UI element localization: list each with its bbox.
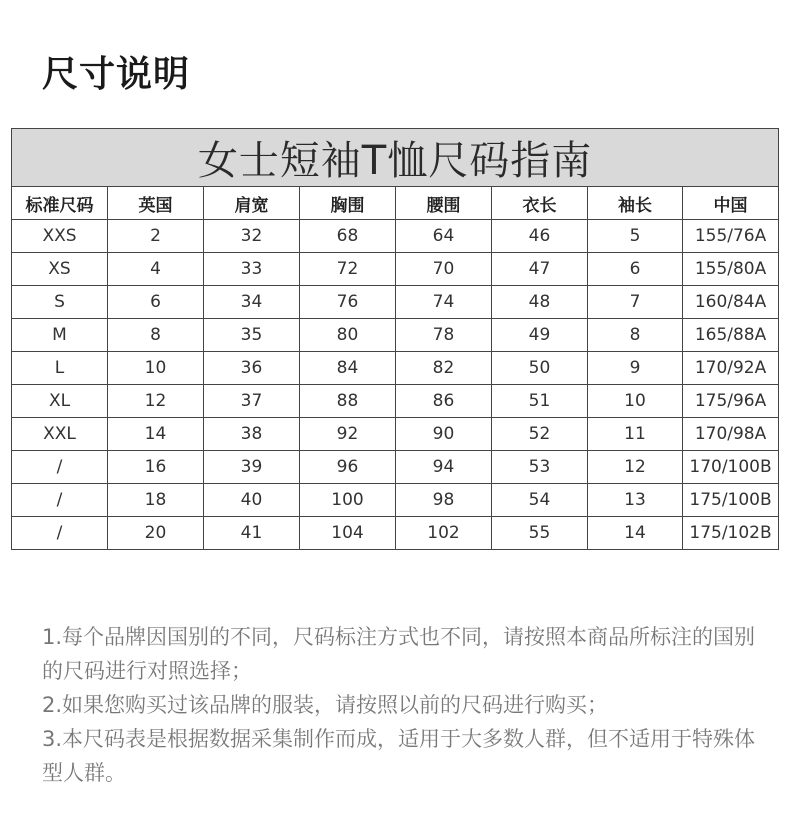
table-cell: /	[12, 451, 108, 484]
table-cell: 47	[492, 253, 588, 286]
table-cell: 52	[492, 418, 588, 451]
table-row	[12, 253, 779, 286]
table-cell: 8	[588, 319, 683, 352]
table-cell: XS	[12, 253, 108, 286]
table-row	[12, 517, 779, 550]
table-cell: 38	[204, 418, 300, 451]
table-row	[12, 451, 779, 484]
table-cell: XXS	[12, 220, 108, 253]
note-item: 3.本尺码表是根据数据采集制作而成，适用于大多数人群，但不适用于特殊体型人群。	[42, 727, 756, 785]
table-cell: /	[12, 484, 108, 517]
table-cell: 155/76A	[683, 220, 779, 253]
column-header: 胸围	[300, 187, 396, 220]
table-cell: 170/100B	[683, 451, 779, 484]
table-cell: 41	[204, 517, 300, 550]
table-cell: 16	[108, 451, 204, 484]
table-cell: L	[12, 352, 108, 385]
table-cell: 36	[204, 352, 300, 385]
table-cell: 32	[204, 220, 300, 253]
table-cell: 8	[108, 319, 204, 352]
table-cell: 5	[588, 220, 683, 253]
table-cell: 4	[108, 253, 204, 286]
table-cell: 170/98A	[683, 418, 779, 451]
column-header: 标准尺码	[12, 187, 108, 220]
table-row	[12, 319, 779, 352]
table-row	[12, 418, 779, 451]
table-cell: 76	[300, 286, 396, 319]
table-cell: 39	[204, 451, 300, 484]
table-cell: 34	[204, 286, 300, 319]
table-cell: 82	[396, 352, 492, 385]
table-cell: S	[12, 286, 108, 319]
table-cell: /	[12, 517, 108, 550]
table-cell: 18	[108, 484, 204, 517]
column-header: 衣长	[492, 187, 588, 220]
table-cell: 50	[492, 352, 588, 385]
table-cell: 155/80A	[683, 253, 779, 286]
table-body	[12, 220, 779, 550]
table-row	[12, 484, 779, 517]
column-header: 腰围	[396, 187, 492, 220]
column-header: 袖长	[588, 187, 683, 220]
table-row	[12, 385, 779, 418]
table-cell: 48	[492, 286, 588, 319]
table-cell: 80	[300, 319, 396, 352]
table-cell: 55	[492, 517, 588, 550]
table-cell: 10	[108, 352, 204, 385]
note-item: 1.每个品牌因国别的不同，尺码标注方式也不同，请按照本商品所标注的国别的尺码进行对照选择；	[42, 625, 756, 683]
table-cell: 54	[492, 484, 588, 517]
table-header-row	[12, 187, 779, 220]
table-cell: 100	[300, 484, 396, 517]
page-heading: 尺寸说明	[42, 54, 191, 95]
size-guide-table	[11, 128, 779, 550]
table-cell: 92	[300, 418, 396, 451]
table-cell: 96	[300, 451, 396, 484]
table-cell: 175/102B	[683, 517, 779, 550]
table-cell: 10	[588, 385, 683, 418]
table-cell: XL	[12, 385, 108, 418]
table-cell: 98	[396, 484, 492, 517]
table-cell: 175/96A	[683, 385, 779, 418]
table-cell: XXL	[12, 418, 108, 451]
table-cell: 68	[300, 220, 396, 253]
table-cell: 6	[108, 286, 204, 319]
table-cell: 72	[300, 253, 396, 286]
table-cell: 74	[396, 286, 492, 319]
table-cell: 37	[204, 385, 300, 418]
table-cell: 102	[396, 517, 492, 550]
column-header: 肩宽	[204, 187, 300, 220]
table-cell: 9	[588, 352, 683, 385]
table-cell: 6	[588, 253, 683, 286]
table-cell: 160/84A	[683, 286, 779, 319]
notes-section	[42, 620, 762, 790]
table-cell: 14	[108, 418, 204, 451]
table-cell: 14	[588, 517, 683, 550]
table-cell: 53	[492, 451, 588, 484]
column-header: 中国	[683, 187, 779, 220]
table-cell: 51	[492, 385, 588, 418]
table-cell: 175/100B	[683, 484, 779, 517]
table-cell: 90	[396, 418, 492, 451]
table-cell: 86	[396, 385, 492, 418]
table-cell: 13	[588, 484, 683, 517]
table-row	[12, 220, 779, 253]
table-row	[12, 352, 779, 385]
table-cell: 104	[300, 517, 396, 550]
table-cell: 12	[108, 385, 204, 418]
note-item: 2.如果您购买过该品牌的服装，请按照以前的尺码进行购买；	[42, 693, 609, 717]
table-cell: 94	[396, 451, 492, 484]
table-cell: 49	[492, 319, 588, 352]
column-header: 英国	[108, 187, 204, 220]
table-cell: 11	[588, 418, 683, 451]
table-cell: 20	[108, 517, 204, 550]
table-row	[12, 286, 779, 319]
table-cell: 12	[588, 451, 683, 484]
table-cell: 40	[204, 484, 300, 517]
table-cell: 170/92A	[683, 352, 779, 385]
table-cell: 165/88A	[683, 319, 779, 352]
table-cell: 70	[396, 253, 492, 286]
table-title: 女士短袖T恤尺码指南	[12, 129, 779, 187]
table-cell: 33	[204, 253, 300, 286]
table-cell: M	[12, 319, 108, 352]
table-cell: 78	[396, 319, 492, 352]
table-cell: 64	[396, 220, 492, 253]
table-cell: 35	[204, 319, 300, 352]
table-cell: 2	[108, 220, 204, 253]
table-cell: 84	[300, 352, 396, 385]
table-cell: 7	[588, 286, 683, 319]
table-cell: 88	[300, 385, 396, 418]
table-cell: 46	[492, 220, 588, 253]
